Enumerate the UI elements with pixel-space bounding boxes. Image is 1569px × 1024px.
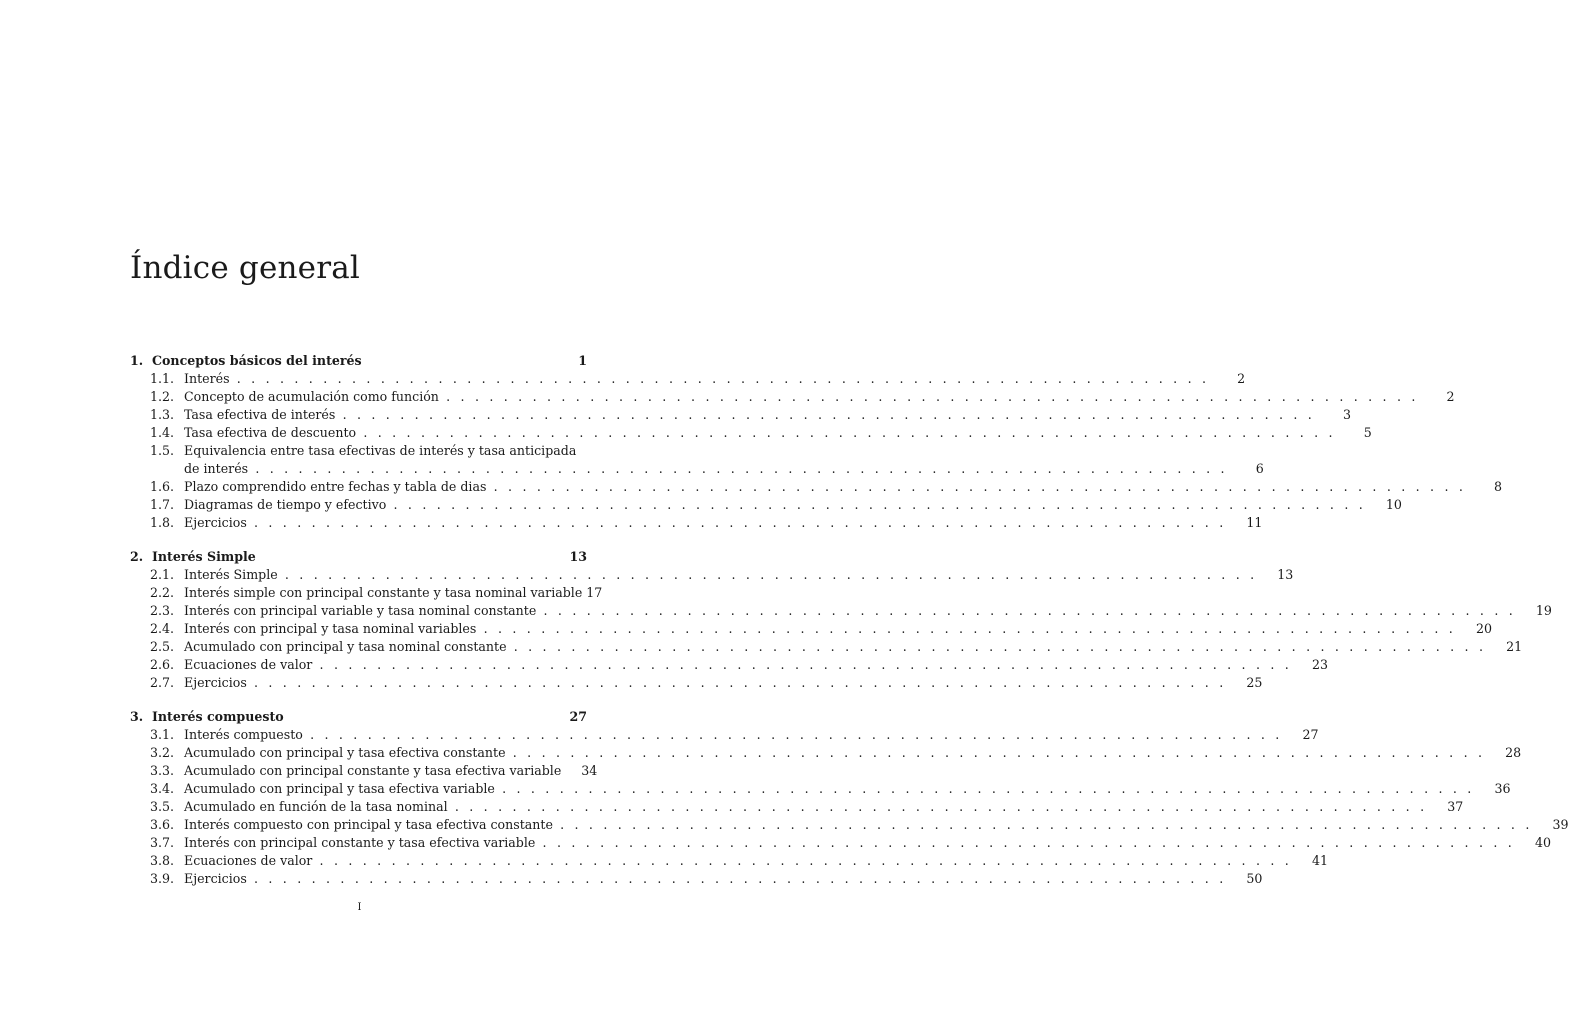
section-title-line2: de interés . . . (184, 460, 1228, 478)
section-page: 21 (1506, 639, 1523, 654)
toc-entry[interactable] (150, 424, 1372, 442)
section-page: 40 (1534, 835, 1551, 850)
chapter-page: 27 (569, 709, 587, 724)
section-title: Interés simple con principal constante y tasa nominal variable (184, 585, 583, 600)
section-title: Acumulado con principal y tasa nominal constante . . . (184, 638, 1486, 656)
toc-entry[interactable] (150, 566, 1294, 584)
section-page: 5 (1363, 425, 1372, 440)
section-number: 3.3. (150, 763, 175, 778)
toc-entry[interactable] (150, 870, 1263, 888)
chapter-title: Interés compuesto (152, 709, 284, 724)
section-page: 20 (1475, 621, 1492, 636)
section-title: Interés compuesto . . . (184, 726, 1283, 744)
page-title: Índice general (130, 250, 361, 286)
chapter-number: 1. (130, 353, 144, 368)
section-title: Acumulado con principal y tasa efectiva variable . . . (184, 780, 1475, 798)
section-number: 1.5. (150, 443, 175, 458)
section-title: Plazo comprendido entre fechas y tabla de dias . . . (184, 478, 1466, 496)
section-title: Acumulado con principal constante y tasa efectiva variable (184, 763, 562, 778)
section-title: Ejercicios . . . (184, 514, 1226, 532)
section-number: 3.4. (150, 781, 175, 796)
section-number: 3.5. (150, 799, 175, 814)
section-title: Diagramas de tiempo y efectivo . . . (184, 496, 1366, 514)
section-title: Acumulado con principal y tasa efectiva constante . . . (184, 744, 1485, 762)
toc-entry[interactable] (150, 584, 603, 602)
section-page: 39 (1552, 817, 1569, 832)
chapter-heading[interactable] (130, 547, 587, 566)
section-title: Interés . . . (184, 370, 1209, 388)
section-title: Interés compuesto con principal y tasa efectiva constante . . . (184, 816, 1533, 834)
toc-entry[interactable] (150, 620, 1492, 638)
toc-chapter-2 (130, 547, 1552, 692)
section-number: 2.7. (150, 675, 175, 690)
section-page: 28 (1505, 745, 1522, 760)
section-page: 36 (1494, 781, 1511, 796)
section-page: 13 (1277, 567, 1294, 582)
section-title: Ejercicios . . . (184, 870, 1226, 888)
chapter-number: 2. (130, 549, 144, 564)
section-number: 2.3. (150, 603, 175, 618)
section-title: Interés con principal constante y tasa efectiva variable . . . (184, 834, 1515, 852)
chapter-page: 1 (578, 353, 587, 368)
section-page: 25 (1246, 675, 1263, 690)
section-page: 3 (1342, 407, 1351, 422)
section-number: 1.3. (150, 407, 175, 422)
section-number: 2.2. (150, 585, 175, 600)
toc-chapter-3 (130, 707, 1569, 888)
toc-entry[interactable] (150, 798, 1464, 816)
toc-chapter-1 (130, 351, 1503, 532)
section-page: 2 (1446, 389, 1455, 404)
toc-entry[interactable] (150, 674, 1263, 692)
chapter-title: Interés Simple (152, 549, 256, 564)
section-page: 50 (1246, 871, 1263, 886)
section-page: 2 (1237, 371, 1246, 386)
section-title: Acumulado en función de la tasa nominal . . . (184, 798, 1427, 816)
section-page: 19 (1535, 603, 1552, 618)
section-number: 1.6. (150, 479, 175, 494)
toc-entry[interactable] (150, 514, 1263, 532)
table-of-contents (130, 351, 1569, 903)
toc-entry[interactable] (150, 834, 1551, 852)
section-page: 37 (1447, 799, 1464, 814)
chapter-title: Conceptos básicos del interés (152, 353, 362, 368)
section-number: 3.7. (150, 835, 175, 850)
toc-entry[interactable] (150, 852, 1328, 870)
toc-entry[interactable] (150, 656, 1328, 674)
section-page: 11 (1246, 515, 1263, 530)
toc-entry[interactable] (150, 602, 1552, 620)
toc-entry[interactable] (150, 388, 1455, 406)
section-number: 2.1. (150, 567, 175, 582)
section-number: 2.4. (150, 621, 175, 636)
section-page: 8 (1494, 479, 1503, 494)
section-number: 3.1. (150, 727, 175, 742)
chapter-page: 13 (569, 549, 587, 564)
chapter-number: 3. (130, 709, 144, 724)
chapter-heading[interactable] (130, 351, 587, 370)
section-title: Interés con principal variable y tasa nominal constante . . . (184, 602, 1516, 620)
toc-entry[interactable] (150, 726, 1319, 744)
toc-entry[interactable] (150, 370, 1246, 388)
toc-entry[interactable] (150, 496, 1402, 514)
toc-entry[interactable] (150, 816, 1569, 834)
section-title: Ecuaciones de valor . . . (184, 852, 1292, 870)
toc-entry[interactable] (150, 478, 1503, 496)
section-number: 1.1. (150, 371, 175, 386)
section-number: 3.9. (150, 871, 175, 886)
toc-entry[interactable] (150, 744, 1522, 762)
section-page: 27 (1302, 727, 1319, 742)
section-number: 3.6. (150, 817, 175, 832)
section-title: Tasa efectiva de descuento . . . (184, 424, 1336, 442)
section-title-wrapped (184, 442, 1228, 478)
toc-entry[interactable] (150, 762, 598, 780)
section-title: Interés Simple . . . (184, 566, 1257, 584)
section-page: 6 (1255, 461, 1264, 476)
section-title-line1: Equivalencia entre tasa efectivas de interés y tasa anticipada (184, 443, 577, 458)
toc-entry[interactable] (150, 406, 1351, 424)
section-page: 17 (586, 585, 603, 600)
section-page: 41 (1311, 853, 1328, 868)
section-title: Tasa efectiva de interés . . . (184, 406, 1315, 424)
section-page: 34 (581, 763, 598, 778)
section-number: 2.6. (150, 657, 175, 672)
section-number: 3.8. (150, 853, 175, 868)
section-title: Ejercicios . . . (184, 674, 1226, 692)
section-number: 1.2. (150, 389, 175, 404)
section-page: 10 (1385, 497, 1402, 512)
toc-entry[interactable] (150, 638, 1523, 656)
section-title: Ecuaciones de valor . . . (184, 656, 1292, 674)
page-number: I (357, 902, 363, 913)
toc-entry[interactable] (150, 442, 1264, 478)
section-page: 23 (1311, 657, 1328, 672)
section-number: 1.7. (150, 497, 175, 512)
toc-entry[interactable] (150, 780, 1511, 798)
section-number: 3.2. (150, 745, 175, 760)
chapter-heading[interactable] (130, 707, 587, 726)
section-number: 1.4. (150, 425, 175, 440)
section-title: Interés con principal y tasa nominal variables . . . (184, 620, 1456, 638)
section-title: Concepto de acumulación como función . . . (184, 388, 1419, 406)
section-number: 2.5. (150, 639, 175, 654)
section-number: 1.8. (150, 515, 175, 530)
